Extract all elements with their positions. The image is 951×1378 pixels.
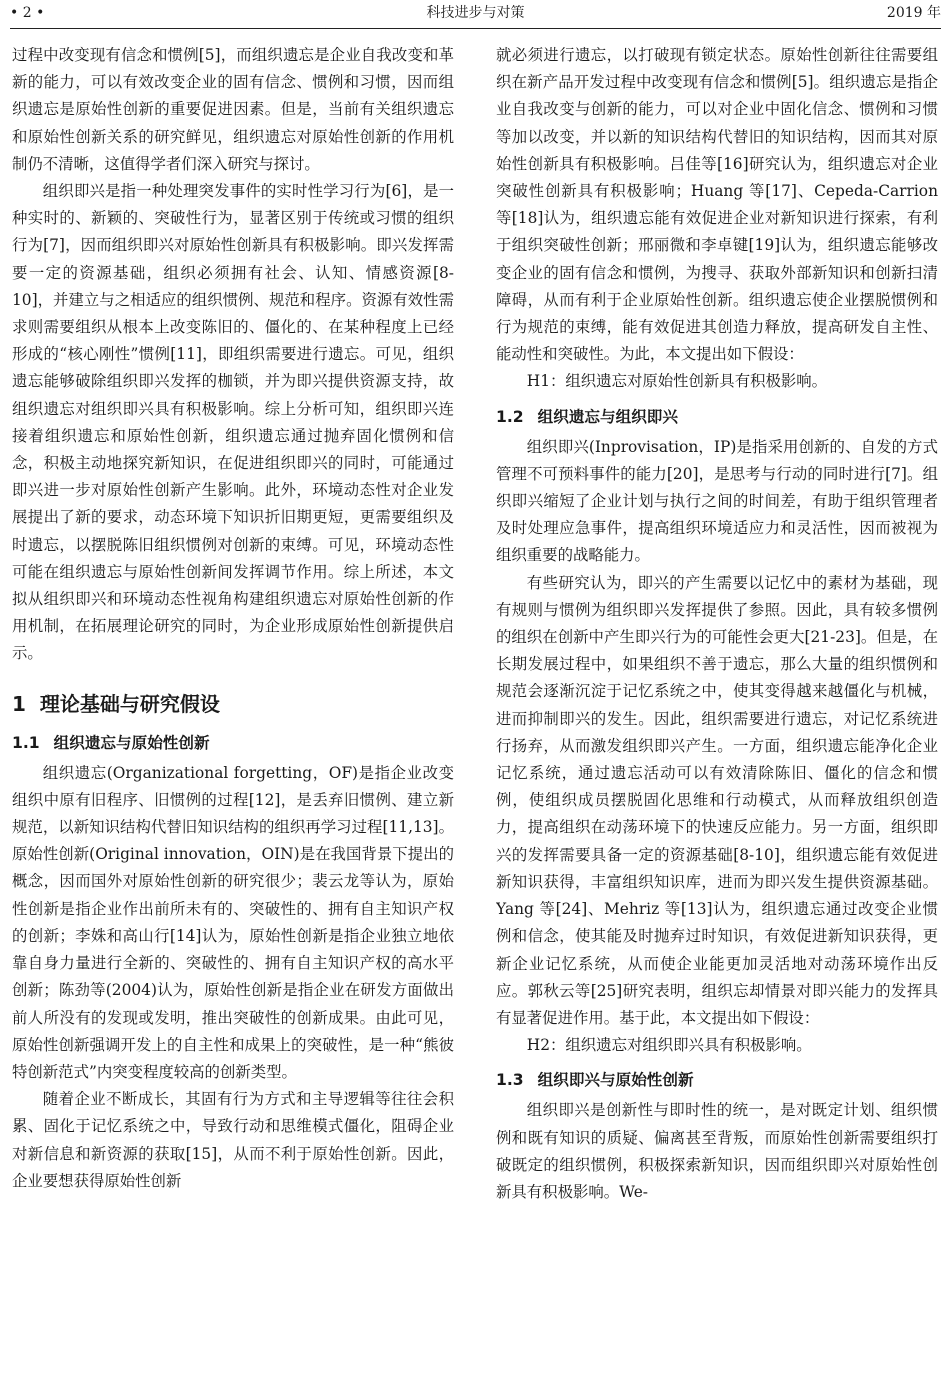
subsection-heading bbox=[12, 730, 454, 756]
subsection-heading bbox=[496, 1067, 938, 1093]
paragraph: 有些研究认为，即兴的产生需要以记忆中的素材为基础，现有规则与惯例为组织即兴发挥提供了参照。因此，具有较多惯例的组织在创新中产生即兴行为的可能性会更大[21-23]。但是，在长期发展过程中，如果组织不善于遗忘，那么大量的组织惯例和规范会逐渐沉淀于记忆系统之中，使其变得越来越僵化与机械，进而抑制即兴的发生。因此，组织需要进行遗忘，对记忆系统进行扬弃，从而激发组织即兴产生。一方面，组织遗忘能净化企业记忆系统，通过遗忘活动可以有效清除陈旧、僵化的信念和惯例，使组织成员摆脱固化思维和行动模式，从而释放组织创造力，提高组织在动荡环境下的快速反应能力。另一方面，组织即兴的发挥需要具备一定的资源基础[8-10]，组织遗忘能有效促进新知识获得，丰富组织知识库，进而为即兴发生提供资源基础。Yang 等[24]、Mehriz 等[13]认为，组织遗忘通过改变企业惯例和信念，使其能及时抛弃过时知识，有效促进新知识获得，更新企业记忆系统，从而使企业能更加灵活地对动荡环境作出反应。郭秋云等[25]研究表明，组织忘却情景对即兴能力的发挥具有显著促进作用。基于此，本文提出如下假设： bbox=[496, 573, 938, 1027]
subsection-number: 1.3 bbox=[496, 1071, 524, 1090]
subsection-number: 1.2 bbox=[496, 407, 524, 426]
paragraph: 随着企业不断成长，其固有行为方式和主导逻辑等往往会积累、固化于记忆系统之中，导致行动和思维模式僵化，阻碍企业对新信息和新资源的获取[15]，从而不利于原始性创新。因此，企业要想获得原始性创新 bbox=[12, 1090, 454, 1190]
paragraph: 组织即兴(Inprovisation，IP)是指采用创新的、自发的方式管理不可预料事件的能力[20]，是思考与行动的同时进行[7]。组织即兴缩短了企业计划与执行之间的时间差，有助于组织管理者及时处理应急事件，提高组织环境适应力和灵活性，因而被视为组织重要的战略能力。 bbox=[496, 437, 938, 565]
subsection-title: 组织遗忘与组织即兴 bbox=[537, 407, 678, 426]
right-column bbox=[496, 42, 938, 1372]
journal-title: 科技进步与对策 bbox=[426, 5, 525, 21]
subsection-title: 组织遗忘与原始性创新 bbox=[53, 733, 210, 752]
subsection-heading bbox=[496, 404, 938, 430]
section-number: 1 bbox=[12, 691, 26, 716]
page-header bbox=[10, 0, 941, 29]
paragraph: 组织即兴是创新性与即时性的统一，是对既定计划、组织惯例和既有知识的质疑、偏离甚至背叛，而原始性创新需要组织打破既定的组织惯例，积极探索新知识，因而组织即兴对原始性创新具有积极影响。We- bbox=[496, 1101, 938, 1201]
paragraph: 过程中改变现有信念和惯例[5]，而组织遗忘是企业自我改变和革新的能力，可以有效改变企业的固有信念、惯例和习惯，因而组织遗忘是原始性创新的重要促进因素。但是，当前有关组织遗忘和原始性创新关系的研究鲜见，组织遗忘对原始性创新的作用机制仍不清晰，这值得学者们深入研究与探讨。 bbox=[12, 46, 454, 173]
subsection-title: 组织即兴与原始性创新 bbox=[537, 1071, 694, 1090]
hypothesis-h2: H2：组织遗忘对组织即兴具有积极影响。 bbox=[526, 1036, 812, 1055]
hypothesis-h1: H1：组织遗忘对原始性创新具有积极影响。 bbox=[526, 372, 828, 391]
section-title: 理论基础与研究假设 bbox=[39, 691, 220, 716]
left-column bbox=[12, 42, 454, 1372]
page-number: • 2 • bbox=[10, 5, 45, 21]
paragraph: 组织即兴是指一种处理突发事件的实时性学习行为[6]，是一种实时的、新颖的、突破性行为，显著区别于传统或习惯的组织行为[7]，因而组织即兴对原始性创新具有积极影响。即兴发挥需要一定的资源基础，组织必须拥有社会、认知、情感资源[8-10]，并建立与之相适应的组织惯例、规范和程序。资源有效性需求则需要组织从根本上改变陈旧的、僵化的、在某种程度上已经形成的“核心刚性”惯例[11]，即组织需要进行遗忘。可见，组织遗忘能够破除组织即兴发挥的枷锁，并为即兴提供资源支持，故组织遗忘对组织即兴具有积极影响。综上分析可知，组织即兴连接着组织遗忘和原始性创新，组织遗忘通过抛弃固化惯例和信念，积极主动地探究新知识，在促进组织即兴的同时，可能通过即兴进一步对原始性创新产生影响。此外，环境动态性对企业发展提出了新的要求，动态环境下知识折旧期更短，更需要组织及时遗忘，以摆脱陈旧组织惯例对创新的束缚。可见，环境动态性可能在组织遗忘与原始性创新间发挥调节作用。综上所述，本文拟从组织即兴和环境动态性视角构建组织遗忘对原始性创新的作用机制，在拓展理论研究的同时，为企业形成原始性创新提供启示。 bbox=[12, 182, 454, 663]
section-heading bbox=[12, 690, 454, 718]
subsection-number: 1.1 bbox=[12, 733, 40, 752]
paragraph: 就必须进行遗忘，以打破现有锁定状态。原始性创新往往需要组织在新产品开发过程中改变现有信念和惯例[5]。组织遗忘是指企业自我改变与创新的能力，可以对企业中固化信念、惯例和习惯等加以改变，并以新的知识结构代替旧的知识结构，因而其对原始性创新具有积极影响。吕佳等[16]研究认为，组织遗忘对企业突破性创新具有积极影响；Huang 等[17]、Cepeda-Carrion 等[18]认为，组织遗忘能有效促进企业对新知识进行探索，有利于组织突破性创新；邢丽微和李卓键[19]认为，组织遗忘能够改变企业的固有信念和惯例，为搜寻、获取外部新知识和创新扫清障碍，从而有利于企业原始性创新。组织遗忘使企业摆脱惯例和行为规范的束缚，能有效促进其创造力释放，提高研发自主性、能动性和突破性。为此，本文提出如下假设： bbox=[496, 46, 938, 364]
publication-year: 2019 年 bbox=[886, 5, 941, 21]
paragraph: 组织遗忘(Organizational forgetting，OF)是指企业改变组织中原有旧程序、旧惯例的过程[12]，是丢弃旧惯例、建立新规范，以新知识结构代替旧知识结构的组织再学习过程[11,13]。原始性创新(Original innovation，OIN)是在我国背景下提出的概念，因而国外对原始性创新的研究很少；裴云龙等认为，原始性创新是指企业作出前所未有的、突破性的、拥有自主知识产权的创新；李姝和高山行[14]认为，原始性创新是指企业独立地依靠自身力量进行全新的、突破性的、拥有自主知识产权的高水平创新；陈劲等(2004)认为，原始性创新是指企业在研发方面做出前人所没有的发现或发明，推出突破性的创新成果。由此可见，原始性创新强调开发上的自主性和成果上的突破性，是一种“熊彼特创新范式”内突变程度较高的创新类型。 bbox=[12, 763, 454, 1081]
